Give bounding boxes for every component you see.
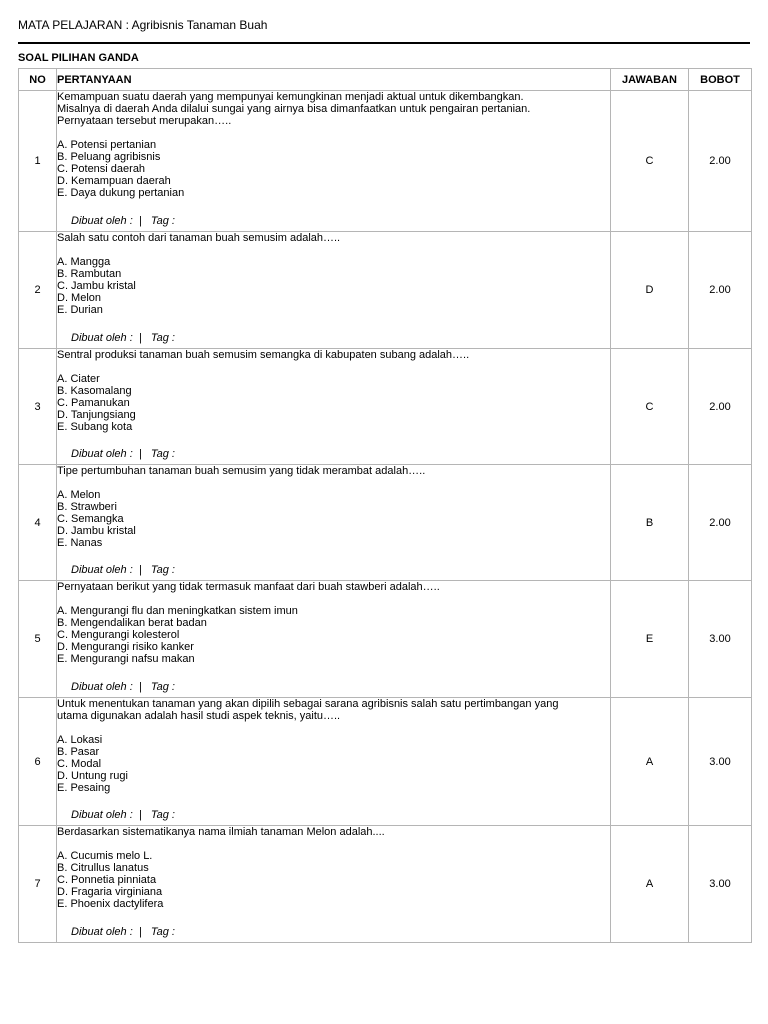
answer-option: C. Jambu kristal [57,280,136,292]
answer-option: A. Cucumis melo L. [57,850,153,862]
answer-option: B. Peluang agribisnis [57,151,161,163]
question-meta: Dibuat oleh : | Tag : [71,926,175,938]
question-cell [57,698,611,826]
answer-options [57,139,610,199]
question-cell [57,232,611,349]
question-text: Sentral produksi tanaman buah semusim semangka di kabupaten subang adalah….. [57,349,470,361]
question-number: 4 [19,465,57,581]
answer-option: D. Untung rugi [57,770,128,782]
answer-option: E. Phoenix dactylifera [57,898,164,910]
question-text: Berdasarkan sistematikanya nama ilmiah tanaman Melon adalah.... [57,826,385,838]
question-weight: 2.00 [689,349,752,465]
answer-option: B. Strawberi [57,501,117,513]
question-meta: Dibuat oleh : | Tag : [71,215,175,227]
answer-key: A [611,698,689,826]
answer-option: B. Mengendalikan berat badan [57,617,207,629]
column-header-no: NO [19,69,57,91]
answer-key: C [611,349,689,465]
answer-option: A. Mangga [57,256,111,268]
question-meta: Dibuat oleh : | Tag : [71,448,175,460]
answer-option: B. Citrullus lanatus [57,862,149,874]
answer-option: E. Pesaing [57,782,111,794]
answer-key: C [611,91,689,232]
question-text: Pernyataan berikut yang tidak termasuk manfaat dari buah stawberi adalah….. [57,581,440,593]
question-number: 7 [19,826,57,943]
answer-option: D. Melon [57,292,102,304]
question-number: 2 [19,232,57,349]
question-cell [57,349,611,465]
question-weight: 3.00 [689,826,752,943]
question-text: Untuk menentukan tanaman yang akan dipilih sebagai sarana agribisnis salah satu pertimbangan yang utama digunakan adalah hasil studi aspek teknis, yaitu….. [57,698,559,722]
question-rows [19,91,752,943]
question-cell [57,826,611,943]
answer-option: A. Ciater [57,373,100,385]
answer-option: E. Daya dukung pertanian [57,187,185,199]
subject-header: MATA PELAJARAN : Agribisnis Tanaman Buah [18,18,268,32]
section-title: SOAL PILIHAN GANDA [18,52,139,64]
table-row [19,826,752,943]
answer-options [57,256,610,316]
question-meta: Dibuat oleh : | Tag : [71,681,175,693]
question-weight: 2.00 [689,465,752,581]
table-row [19,581,752,698]
answer-key: E [611,581,689,698]
answer-options [57,489,610,549]
answer-option: C. Modal [57,758,102,770]
answer-option: C. Potensi daerah [57,163,146,175]
answer-option: A. Mengurangi flu dan meningkatkan sistem imun [57,605,298,617]
answer-option: A. Lokasi [57,734,103,746]
question-cell [57,465,611,581]
question-text: Salah satu contoh dari tanaman buah semusim adalah….. [57,232,341,244]
answer-options [57,850,610,910]
answer-option: D. Mengurangi risiko kanker [57,641,194,653]
table-row [19,465,752,581]
answer-option: B. Kasomalang [57,385,132,397]
question-cell [57,581,611,698]
answer-option: C. Ponnetia pinniata [57,874,157,886]
answer-key: B [611,465,689,581]
question-weight: 3.00 [689,581,752,698]
answer-option: C. Pamanukan [57,397,130,409]
answer-option: D. Jambu kristal [57,525,136,537]
answer-options [57,734,610,794]
answer-option: E. Durian [57,304,103,316]
answer-option: E. Nanas [57,537,103,549]
answer-option: D. Kemampuan daerah [57,175,171,187]
table-row [19,349,752,465]
answer-key: D [611,232,689,349]
answer-option: B. Rambutan [57,268,122,280]
question-weight: 3.00 [689,698,752,826]
table-row [19,698,752,826]
question-meta: Dibuat oleh : | Tag : [71,564,175,576]
header-divider [18,42,750,44]
answer-option: C. Mengurangi kolesterol [57,629,180,641]
question-number: 6 [19,698,57,826]
answer-options [57,605,610,665]
question-cell [57,91,611,232]
question-number: 3 [19,349,57,465]
question-table [18,68,752,943]
answer-option: B. Pasar [57,746,100,758]
answer-option: A. Potensi pertanian [57,139,157,151]
answer-option: D. Tanjungsiang [57,409,136,421]
question-text: Tipe pertumbuhan tanaman buah semusim yang tidak merambat adalah….. [57,465,426,477]
answer-option: A. Melon [57,489,101,501]
question-text: Kemampuan suatu daerah yang mempunyai kemungkinan menjadi aktual untuk dikembangkan. Misalnya di daerah Anda dilalui sungai yang airnya bisa dimanfaatkan untuk pengairan pertanian. Pernyataan tersebut merupakan….. [57,91,531,127]
column-header-weight: BOBOT [689,69,752,91]
question-meta: Dibuat oleh : | Tag : [71,809,175,821]
question-number: 1 [19,91,57,232]
answer-option: D. Fragaria virginiana [57,886,163,898]
question-weight: 2.00 [689,91,752,232]
answer-option: E. Mengurangi nafsu makan [57,653,195,665]
answer-option: C. Semangka [57,513,124,525]
answer-key: A [611,826,689,943]
table-header-row [19,69,752,91]
question-weight: 2.00 [689,232,752,349]
answer-option: E. Subang kota [57,421,133,433]
table-row [19,232,752,349]
question-meta: Dibuat oleh : | Tag : [71,332,175,344]
column-header-question: PERTANYAAN [57,69,611,91]
table-row [19,91,752,232]
answer-options [57,373,610,433]
question-number: 5 [19,581,57,698]
column-header-answer: JAWABAN [611,69,689,91]
